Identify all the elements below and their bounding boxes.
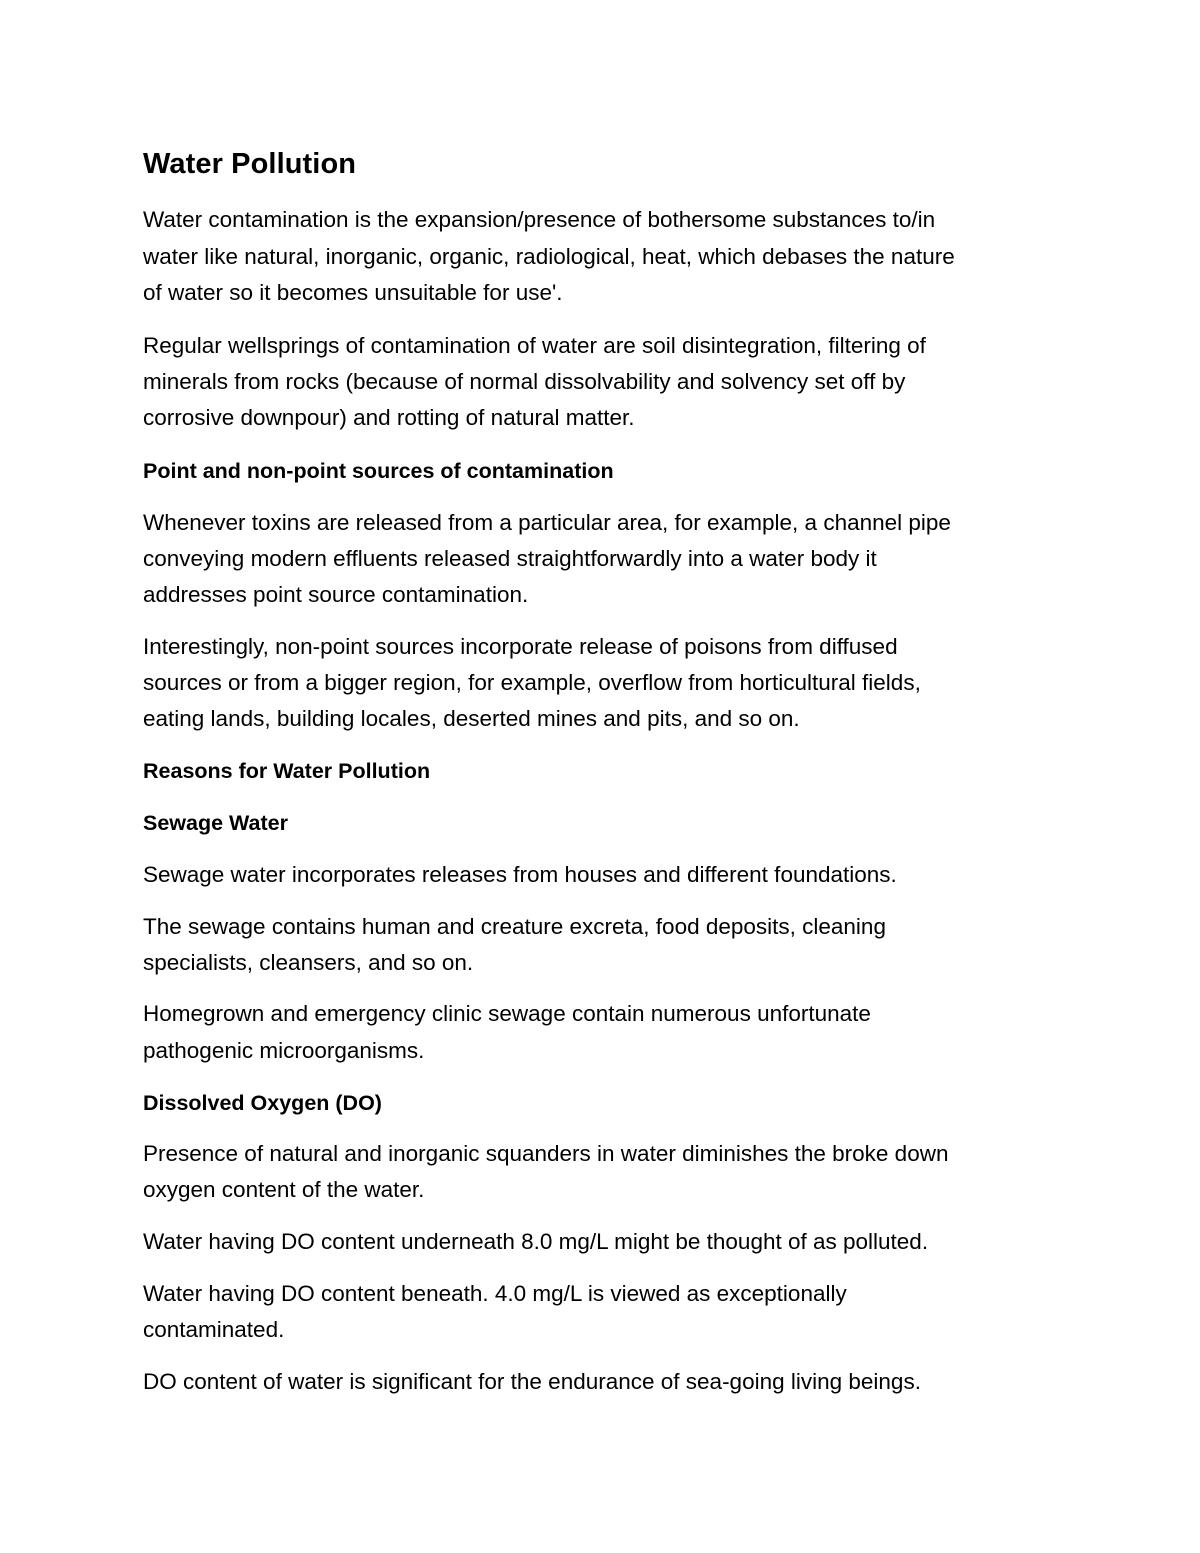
- paragraph-line: Water having DO content underneath 8.0 mg/L might be thought of as polluted.: [143, 1229, 929, 1254]
- paragraph-line: Water having DO content beneath. 4.0 mg/L is viewed as exceptionally: [143, 1281, 847, 1306]
- paragraph-line: of water so it becomes unsuitable for use'.: [143, 280, 563, 305]
- paragraph-line: Homegrown and emergency clinic sewage contain numerous unfortunate: [143, 1001, 871, 1026]
- paragraph-line: minerals from rocks (because of normal dissolvability and solvency set off by: [143, 369, 906, 394]
- paragraph-line: water like natural, inorganic, organic, radiological, heat, which debases the nature: [143, 244, 955, 269]
- paragraph-line: contaminated.: [143, 1317, 285, 1342]
- paragraph-line: Whenever toxins are released from a particular area, for example, a channel pipe: [143, 510, 951, 535]
- paragraph-line: Presence of natural and inorganic squanders in water diminishes the broke down: [143, 1141, 949, 1166]
- section-heading: Reasons for Water Pollution: [143, 759, 431, 783]
- paragraph-line: eating lands, building locales, deserted mines and pits, and so on.: [143, 706, 800, 731]
- paragraph-line: DO content of water is significant for the endurance of sea-going living beings.: [143, 1369, 921, 1394]
- paragraph-line: pathogenic microorganisms.: [143, 1038, 425, 1063]
- section-heading: Point and non-point sources of contamination: [143, 459, 614, 483]
- paragraph-line: The sewage contains human and creature excreta, food deposits, cleaning: [143, 914, 886, 939]
- paragraph-line: Regular wellsprings of contamination of water are soil disintegration, filtering of: [143, 333, 926, 358]
- page-title: Water Pollution: [143, 148, 357, 180]
- paragraph-line: addresses point source contamination.: [143, 582, 529, 607]
- paragraph-line: conveying modern effluents released straightforwardly into a water body it: [143, 546, 877, 571]
- paragraph-line: specialists, cleansers, and so on.: [143, 950, 474, 975]
- paragraph-line: Water contamination is the expansion/presence of bothersome substances to/in: [143, 207, 936, 232]
- paragraph-line: corrosive downpour) and rotting of natural matter.: [143, 405, 635, 430]
- paragraph-line: oxygen content of the water.: [143, 1177, 425, 1202]
- paragraph-line: Interestingly, non-point sources incorporate release of poisons from diffused: [143, 634, 898, 659]
- subsection-heading: Sewage Water: [143, 811, 288, 835]
- subsection-heading: Dissolved Oxygen (DO): [143, 1091, 382, 1115]
- paragraph-line: sources or from a bigger region, for example, overflow from horticultural fields,: [143, 670, 921, 695]
- paragraph-line: Sewage water incorporates releases from houses and different foundations.: [143, 862, 897, 887]
